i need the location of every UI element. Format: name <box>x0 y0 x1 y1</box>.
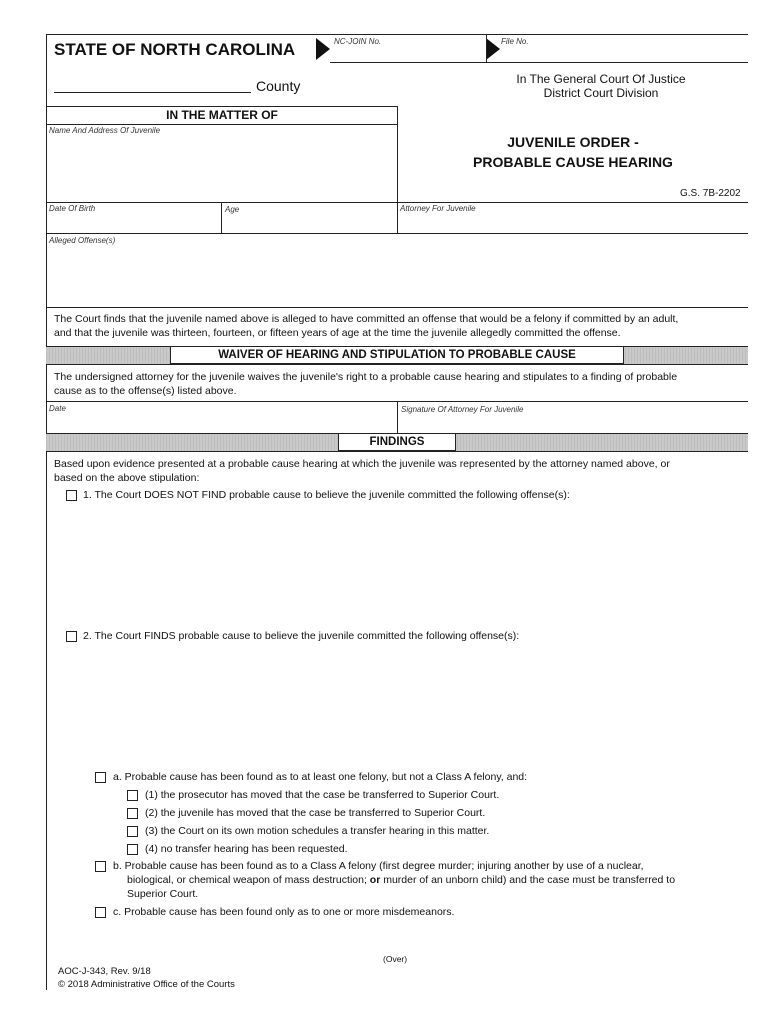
item-b-line-2b: murder of an unborn child) and the case must be transferred to <box>380 874 676 886</box>
item1-offense-field[interactable] <box>83 505 733 623</box>
item-a2-text: (2) the juvenile has moved that the case be transferred to Superior Court. <box>145 807 486 819</box>
item-b-line-3: Superior Court. <box>127 888 199 900</box>
item-a2-checkbox[interactable] <box>127 808 138 819</box>
top-border <box>46 34 316 35</box>
item1-checkbox[interactable] <box>66 490 77 501</box>
form-title-line-2: PROBABLE CAUSE HEARING <box>473 154 673 170</box>
item-a1-text: (1) the prosecutor has moved that the case be transferred to Superior Court. <box>145 789 500 801</box>
nc-join-arrow-icon <box>316 38 330 60</box>
offense-label: Alleged Offense(s) <box>49 236 116 245</box>
item-a1-checkbox[interactable] <box>127 790 138 801</box>
header-id-divider <box>330 62 748 63</box>
attorney-field[interactable] <box>399 214 747 232</box>
item-b-checkbox[interactable] <box>95 861 106 872</box>
item1-text: 1. The Court DOES NOT FIND probable cause to believe the juvenile committed the following offense(s): <box>83 489 570 501</box>
file-no-label: File No. <box>501 37 529 46</box>
court-line-1: In The General Court Of Justice <box>516 72 686 86</box>
form-title-line-1: JUVENILE ORDER - <box>507 134 639 150</box>
waiver-line-1: The undersigned attorney for the juvenile waives the juvenile's right to a probable cause hearing and stipulates to a finding of probable <box>54 371 678 383</box>
file-no-divider <box>486 34 487 62</box>
findings-intro-2: based on the above stipulation: <box>54 472 200 484</box>
findings-top-line <box>46 433 748 434</box>
item-c-text: c. Probable cause has been found only as to one or more misdemeanors. <box>113 906 455 918</box>
form-number: AOC-J-343, Rev. 9/18 <box>58 966 151 977</box>
item-a3-checkbox[interactable] <box>127 826 138 837</box>
findings-heading: FINDINGS <box>338 433 456 451</box>
form-title <box>398 132 748 172</box>
item-a4-text: (4) no transfer hearing has been requested. <box>145 843 348 855</box>
dob-row-top <box>46 202 748 203</box>
intro-line-1: The Court finds that the juvenile named above is alleged to have committed an offense that would be a felony if committed by an adult, <box>54 313 679 325</box>
item2-checkbox[interactable] <box>66 631 77 642</box>
statute-ref: G.S. 7B-2202 <box>680 188 741 199</box>
over-note: (Over) <box>383 954 408 964</box>
dob-age-divider <box>221 202 222 234</box>
top-border-right <box>316 34 748 35</box>
age-field[interactable] <box>223 214 396 232</box>
name-address-field[interactable] <box>47 137 397 201</box>
waiver-top-line <box>46 346 748 347</box>
county-field-line[interactable] <box>54 92 251 93</box>
item-a3-text: (3) the Court on its own motion schedules a transfer hearing in this matter. <box>145 825 490 837</box>
offense-field[interactable] <box>47 247 747 305</box>
age-label: Age <box>225 205 240 214</box>
item-b-line-2a: biological, or chemical weapon of mass destruction; <box>127 874 370 886</box>
dob-field[interactable] <box>47 214 220 232</box>
item2-offense-field[interactable] <box>83 646 733 764</box>
state-title: STATE OF NORTH CAROLINA <box>54 40 296 59</box>
court-name <box>496 72 706 100</box>
matter-top-line <box>46 106 398 107</box>
matter-heading: IN THE MATTER OF <box>166 108 278 122</box>
findings-intro-1: Based upon evidence presented at a probable cause hearing at which the juvenile was represented by the attorney named above, or <box>54 458 670 470</box>
waiver-date-field[interactable] <box>47 414 396 432</box>
name-address-label: Name And Address Of Juvenile <box>49 126 161 135</box>
offense-row-top <box>46 233 748 234</box>
item-b-line-2 <box>127 873 675 887</box>
nc-join-label: NC-JOIN No. <box>334 37 382 46</box>
court-line-2: District Court Division <box>543 86 659 100</box>
waiver-sign-divider <box>397 401 398 433</box>
intro-line-2: and that the juvenile was thirteen, fourteen, or fifteen years of age at the time the juvenile allegedly committed the offense. <box>54 327 621 339</box>
waiver-signature-field[interactable] <box>399 414 747 432</box>
waiver-line-2: cause as to the offense(s) listed above. <box>54 385 237 397</box>
item-b-or: or <box>369 874 381 886</box>
county-label: County <box>256 78 301 94</box>
offense-row-bottom <box>46 307 748 308</box>
waiver-heading: WAIVER OF HEARING AND STIPULATION TO PROBABLE CAUSE <box>170 346 624 364</box>
item-a-text: a. Probable cause has been found as to at least one felony, but not a Class A felony, and: <box>113 771 528 783</box>
item-c-checkbox[interactable] <box>95 907 106 918</box>
waiver-signature-label: Signature Of Attorney For Juvenile <box>401 405 524 414</box>
dob-label: Date Of Birth <box>49 204 96 213</box>
item2-text: 2. The Court FINDS probable cause to believe the juvenile committed the following offense(s): <box>83 630 520 642</box>
waiver-bottom-line <box>46 364 748 365</box>
findings-bottom-line <box>46 451 748 452</box>
waiver-date-label: Date <box>49 404 66 413</box>
item-a-checkbox[interactable] <box>95 772 106 783</box>
item-a4-checkbox[interactable] <box>127 844 138 855</box>
copyright: © 2018 Administrative Office of the Courts <box>58 979 235 990</box>
matter-heading-line <box>46 124 398 125</box>
attorney-label: Attorney For Juvenile <box>400 204 476 213</box>
item-b-line-1: b. Probable cause has been found as to a Class A felony (first degree murder; injuring another by use of a nuclear, <box>113 860 644 872</box>
file-no-arrow-icon <box>486 38 500 60</box>
